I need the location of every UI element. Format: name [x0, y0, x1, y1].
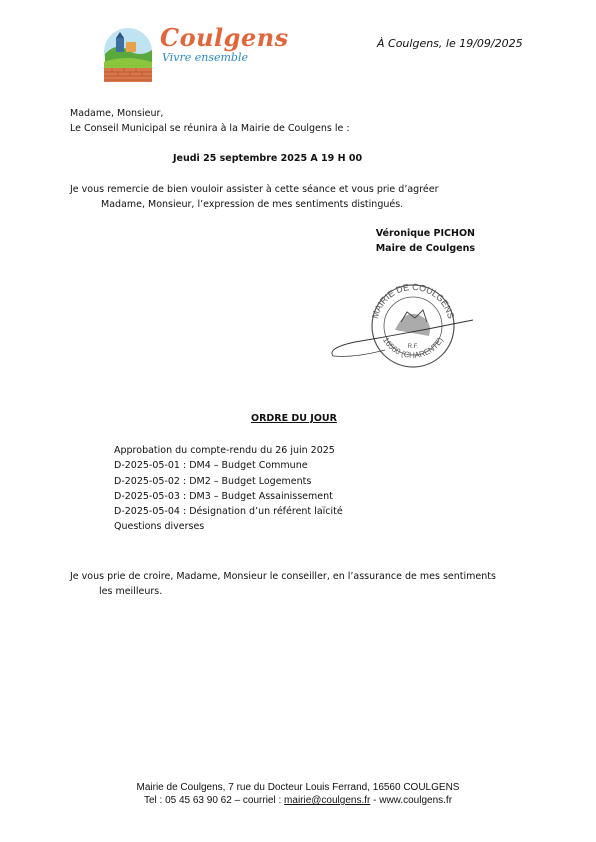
logo-text [160, 24, 289, 64]
footer-website: - www.coulgens.fr [370, 795, 453, 806]
official-stamp-icon [325, 278, 475, 370]
stamp-text-top: MAIRIE DE COULGENS [369, 281, 457, 320]
salutation: Madame, Monsieur, [70, 108, 164, 119]
footer-email-link[interactable]: mairie@coulgens.fr [284, 795, 371, 806]
agenda-item: D-2025-05-01 : DM4 – Budget Commune [114, 460, 308, 472]
closing-line-2: les meilleurs. [99, 586, 163, 597]
closing-line-1: Je vous prie de croire, Madame, Monsieur le conseiller, en l’assurance de mes sentiments [70, 571, 496, 582]
agenda-item: D-2025-05-03 : DM3 – Budget Assainissement [114, 490, 333, 502]
request-line-2: Madame, Monsieur, l’expression de mes sentiments distingués. [101, 199, 404, 210]
logo-tagline: Vivre ensemble [162, 51, 248, 64]
agenda-list [114, 443, 343, 535]
intro-line: Le Conseil Municipal se réunira à la Mairie de Coulgens le : [70, 123, 350, 134]
agenda-item: Questions diverses [114, 521, 205, 533]
stamp-text-center: R.F. [407, 344, 419, 350]
place-and-date: À Coulgens, le 19/09/2025 [377, 37, 523, 50]
signatory-name: Véronique PICHON [375, 228, 475, 239]
stamp-text-bottom: 16560 (CHARENTE) [381, 335, 445, 360]
meeting-datetime: Jeudi 25 septembre 2025 A 19 H 00 [173, 153, 363, 164]
agenda-item: D-2025-05-02 : DM2 – Budget Logements [114, 475, 312, 487]
agenda-item: D-2025-05-04 : Désignation d’un référent laïcité [114, 506, 343, 518]
logo-name: Coulgens [160, 23, 289, 52]
footer-address: Mairie de Coulgens, 7 rue du Docteur Louis Ferrand, 16560 COULGENS [136, 782, 460, 793]
footer-contact [0, 795, 596, 806]
agenda-item: Approbation du compte-rendu du 26 juin 2025 [114, 445, 335, 456]
footer-phone: Tel : 05 45 63 90 62 – courriel : [143, 795, 285, 806]
request-line-1: Je vous remercie de bien vouloir assister à cette séance et vous prie d’agréer [70, 184, 439, 195]
agenda-title: ORDRE DU JOUR [251, 413, 337, 424]
signatory-title: Maire de Coulgens [375, 243, 475, 254]
